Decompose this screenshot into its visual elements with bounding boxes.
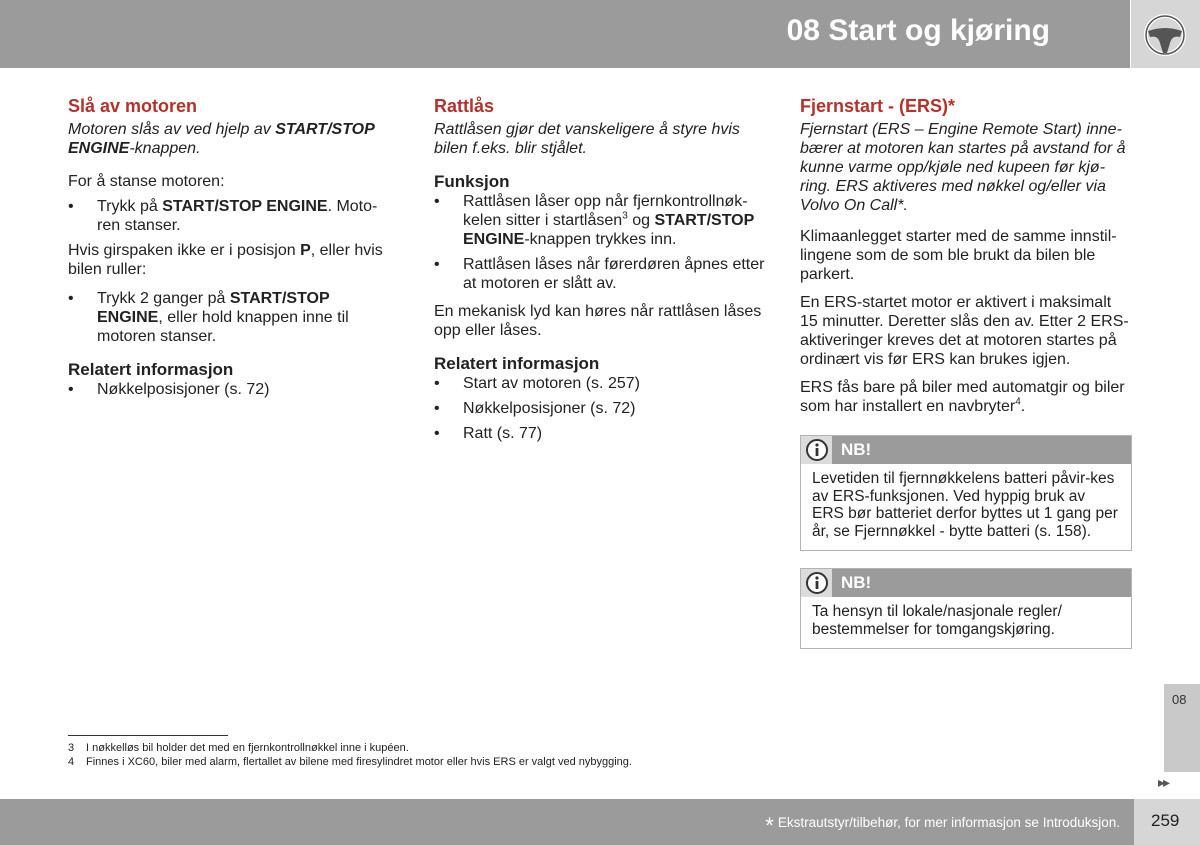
related-heading: Relatert informasjon (68, 360, 234, 379)
related-list (434, 374, 774, 443)
bullet-list (434, 192, 774, 293)
function-heading: Funksjon (434, 172, 510, 191)
note-text: Ta hensyn til lokale/nasjonale regler/ bestemmelser for tomgangskjøring. (812, 603, 1062, 638)
footnotes (68, 741, 632, 769)
footnote-divider (68, 735, 228, 736)
section-heading: Rattlås (434, 96, 495, 116)
related-list (68, 380, 398, 399)
related-link[interactable]: • Nøkkelposisjoner (s. 72) (434, 399, 774, 418)
note-label: NB! (841, 440, 872, 459)
page-number: 259 (1151, 811, 1180, 830)
list-item: • Trykk 2 ganger på START/STOP ENGINE, eller hold knappen inne til motoren stanser. (68, 289, 398, 346)
side-tab-label: 08 (1172, 692, 1187, 707)
page-footer (0, 799, 1134, 845)
related-link[interactable]: • Ratt (s. 77) (434, 424, 774, 443)
list-item: • Trykk på START/STOP ENGINE. Moto-ren stanser. (68, 197, 398, 235)
related-link[interactable]: • Start av motoren (s. 257) (434, 374, 774, 393)
bullet-list (68, 289, 398, 346)
note-label: NB! (841, 573, 872, 592)
section-stop-engine (68, 95, 398, 399)
note-text: Levetiden til fjernnøkkelens batteri påvir-kes av ERS-funksjonen. Ved hyppig bruk av ERS bør batteriet derfor byttes ut 1 gang per år, se Fjernnøkkel - bytte batteri (s. 158). (812, 470, 1118, 540)
section-lead: Motoren slås av ved hjelp av START/STOP ENGINE-knappen. (68, 121, 375, 157)
note-box (800, 568, 1132, 649)
related-link[interactable]: • Nøkkelposisjoner (s. 72) (68, 380, 398, 399)
info-icon (805, 571, 829, 595)
section-lead: Fjernstart (ERS – Engine Remote Start) inne-bærer at motoren kan startes på avstand for å kunne varme opp/kjøle ned kupeen før kjø-ring. ERS aktiveres med nøkkel og/eller via Volvo On Call*. (800, 121, 1126, 214)
double-chevron-right-icon[interactable]: ▸▸ (1158, 774, 1169, 790)
info-icon (805, 438, 829, 462)
paragraph: Hvis girspaken ikke er i posisjon P, eller hvis bilen ruller: (68, 242, 383, 278)
paragraph: En mekanisk lyd kan høres når rattlåsen låses opp eller låses. (434, 303, 762, 339)
chapter-icon-box (1131, 0, 1200, 68)
paragraph: En ERS-startet motor er aktivert i maksimalt 15 minutter. Deretter slås den av. Etter 2 ERS-aktiveringer kreves det at motoren startes på ordinært vis før ERS kan brukes igjen. (800, 294, 1129, 368)
section-remote-start (800, 95, 1132, 649)
bullet-list (68, 197, 398, 235)
paragraph: ERS fås bare på biler med automatgir og biler som har installert en navbryter$^4$. (800, 379, 1125, 415)
list-item: • Rattlåsen låses når førerdøren åpnes etter at motoren er slått av. (434, 255, 774, 293)
note-box (800, 435, 1132, 551)
chapter-header (0, 0, 1130, 68)
note-header (801, 569, 1131, 597)
section-lead: Rattlåsen gjør det vanskeligere å styre hvis bilen f.eks. blir stjålet. (434, 121, 740, 157)
paragraph: For å stanse motoren: (68, 173, 225, 190)
footnote: 3 I nøkkelløs bil holder det med en fjernkontrollnøkkel inne i kupéen. (68, 742, 409, 754)
section-heading: Fjernstart - (ERS)* (800, 96, 956, 116)
section-steering-lock (434, 95, 774, 443)
chapter-title: 08 Start og kjøring (786, 14, 1050, 47)
chapter-side-tab[interactable] (1164, 684, 1200, 772)
page-number-box (1134, 799, 1200, 845)
list-item: • Rattlåsen låser opp når fjernkontrollnøk-kelen sitter i startlåsen$^3$ og START/STOP ENGINE-knappen trykkes inn. (434, 192, 774, 249)
footer-note: * Ekstrautstyr/tilbehør, for mer informasjon se Introduksjon. (765, 813, 1120, 838)
related-heading: Relatert informasjon (434, 354, 600, 373)
note-header (801, 436, 1131, 464)
paragraph: Klimaanlegget starter med de samme innstil-lingene som de som ble brukt da bilen ble parkert. (800, 228, 1117, 283)
section-heading: Slå av motoren (68, 96, 198, 116)
footnote: 4 Finnes i XC60, biler med alarm, flertallet av bilene med firesylindret motor eller hvis ERS er valgt ved nybygging. (68, 756, 632, 768)
steering-wheel-icon (1142, 13, 1188, 57)
